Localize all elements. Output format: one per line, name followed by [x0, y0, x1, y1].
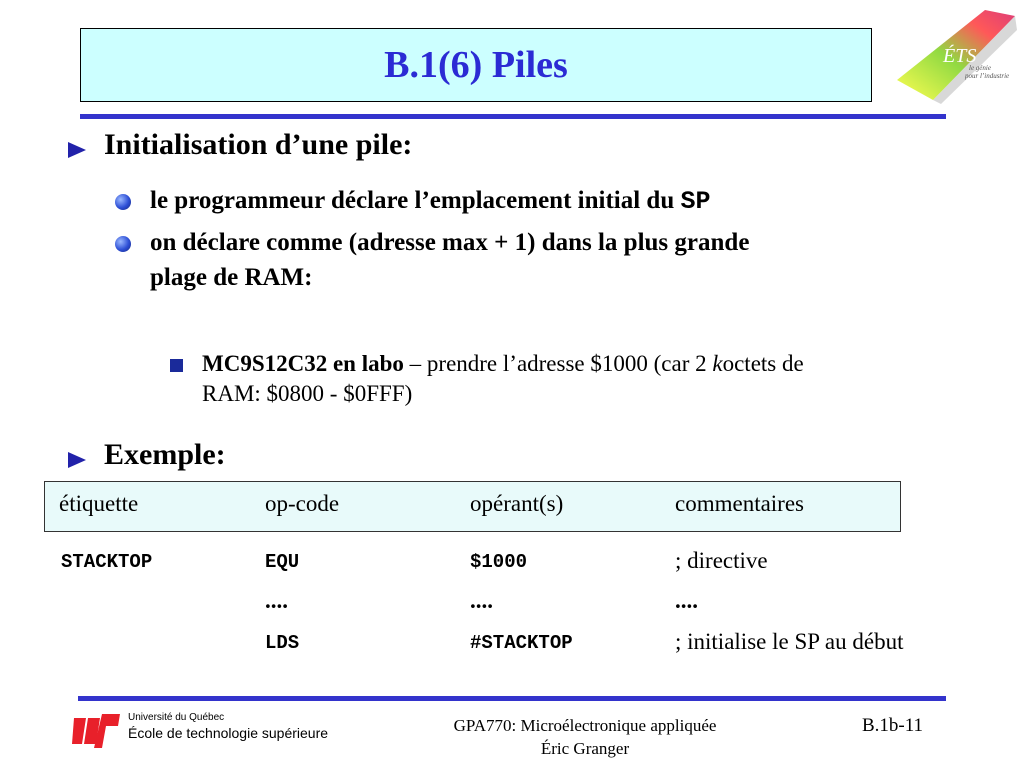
mc9s12-text-b: octets de [722, 351, 804, 376]
sub-bullet-ram-line2: plage de RAM: [150, 264, 313, 291]
mc9s12-line2: RAM: $0800 - $0FFF) [202, 381, 413, 406]
table-cell: STACKTOP [61, 551, 153, 573]
table-cell: #STACKTOP [470, 632, 573, 654]
footer-school: École de technologie supérieure [128, 725, 329, 741]
sub-bullet-sp [150, 183, 710, 219]
sub-bullet-sp-text: le programmeur déclare l’emplacement initial du [150, 187, 681, 214]
sp-code: SP [680, 187, 711, 216]
bottom-rule [78, 696, 946, 701]
top-rule [80, 114, 946, 119]
square-bullet-icon [170, 359, 183, 372]
triangle-bullet-icon [68, 452, 86, 468]
ets-logo-letters: ÉTS [943, 45, 977, 67]
page-number: B.1b-11 [862, 715, 924, 736]
title-box [80, 28, 872, 102]
table-cell: EQU [265, 551, 300, 573]
table-cell: .... [265, 588, 288, 613]
mc9s12-label: MC9S12C32 en labo [202, 351, 404, 376]
sub-bullet-ram-line1: on déclare comme (adresse max + 1) dans la plus grande [150, 229, 750, 256]
bullet-exemple: Exemple: [104, 438, 226, 471]
table-cell: .... [675, 588, 698, 613]
table-cell: ; initialise le SP au début [675, 629, 904, 654]
table-cell: ; directive [675, 548, 768, 573]
footer-author: Éric Granger [540, 739, 630, 758]
footer-course-block [400, 714, 770, 760]
sub-bullet-ram [150, 225, 749, 295]
triangle-bullet-icon [68, 142, 86, 158]
ets-tagline-1: le génie [969, 64, 991, 72]
table-cell: .... [470, 588, 493, 613]
slide-title: B.1(6) Piles [384, 44, 568, 86]
bullet-initialisation: Initialisation d’une pile: [104, 128, 413, 161]
table-header-cell: commentaires [675, 491, 805, 516]
mc9s12-k: k [712, 351, 723, 376]
footer-course: GPA770: Microélectronique appliquée [453, 716, 717, 735]
ball-bullet-icon [115, 194, 131, 210]
footer-university: Université du Québec [128, 712, 225, 723]
table-header-cell: étiquette [59, 491, 139, 516]
ball-bullet-icon [115, 236, 131, 252]
mc9s12-text-a: – prendre l’adresse $1000 (car 2 [403, 351, 713, 376]
ets-tagline-2: pour l’industrie [965, 72, 1010, 80]
table-cell: $1000 [470, 551, 528, 573]
table-header-cell: opérant(s) [470, 491, 564, 516]
sub-bullet-mc9s12 [202, 349, 804, 409]
ets-footer-logo-icon [72, 712, 122, 750]
table-cell: LDS [265, 632, 300, 654]
table-header-cell: op-code [265, 491, 340, 516]
ets-logo [893, 4, 1021, 110]
